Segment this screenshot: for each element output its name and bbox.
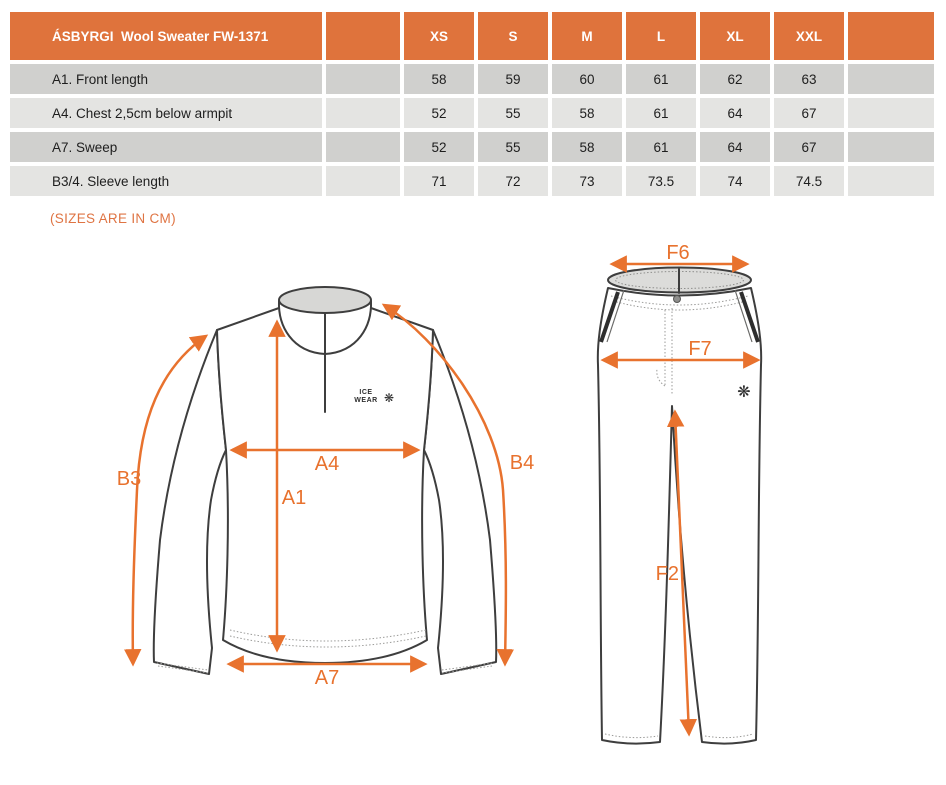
table-title: ÁSBYRGI Wool Sweater FW-1371 — [10, 12, 322, 60]
logo-text-ice: ICE — [359, 389, 373, 396]
row-label: A4. Chest 2,5cm below armpit — [10, 98, 322, 128]
a4-label: A4 — [314, 453, 340, 475]
value-cell: 71 — [404, 166, 474, 196]
value-cell: 55 — [478, 132, 548, 162]
row-label: A7. Sweep — [10, 132, 322, 162]
value-cell: 64 — [700, 98, 770, 128]
value-cell: 74 — [700, 166, 770, 196]
f7-label: F7 — [688, 338, 712, 360]
value-cell: 52 — [404, 132, 474, 162]
value-cell: 61 — [626, 132, 696, 162]
value-cell: 67 — [774, 132, 844, 162]
size-header-m: M — [552, 12, 622, 60]
units-note: (SIZES ARE IN CM) — [50, 211, 176, 226]
value-cell: 52 — [404, 98, 474, 128]
collar-opening — [279, 287, 371, 313]
size-header-xxl: XXL — [774, 12, 844, 60]
size-header-s: S — [478, 12, 548, 60]
value-cell: 73.5 — [626, 166, 696, 196]
size-header-xs: XS — [404, 12, 474, 60]
value-cell: 60 — [552, 64, 622, 94]
waist-button — [674, 296, 681, 303]
value-cell: 67 — [774, 98, 844, 128]
snowflake-icon: ❋ — [383, 391, 395, 405]
b3-label: B3 — [116, 468, 142, 490]
pants-diagram — [598, 242, 761, 744]
value-cell: 55 — [478, 98, 548, 128]
value-cell: 58 — [552, 132, 622, 162]
row-label: B3/4. Sleeve length — [10, 166, 322, 196]
value-cell: 63 — [774, 64, 844, 94]
value-cell: 62 — [700, 64, 770, 94]
value-cell: 72 — [478, 166, 548, 196]
value-cell: 59 — [478, 64, 548, 94]
value-cell: 74.5 — [774, 166, 844, 196]
value-cell: 64 — [700, 132, 770, 162]
value-cell: 58 — [404, 64, 474, 94]
f2-label: F2 — [655, 563, 679, 585]
value-cell: 58 — [552, 98, 622, 128]
value-cell: 73 — [552, 166, 622, 196]
f6-label: F6 — [666, 242, 690, 264]
value-cell: 61 — [626, 64, 696, 94]
row-label: A1. Front length — [10, 64, 322, 94]
size-header-xl: XL — [700, 12, 770, 60]
b4-label: B4 — [509, 452, 535, 474]
a7-label: A7 — [314, 667, 340, 689]
sweater-diagram — [117, 287, 534, 689]
a1-label: A1 — [281, 487, 307, 509]
value-cell: 61 — [626, 98, 696, 128]
size-header-l: L — [626, 12, 696, 60]
pants-snowflake-icon: ❋ — [737, 382, 751, 401]
logo-text-wear: WEAR — [354, 397, 378, 404]
